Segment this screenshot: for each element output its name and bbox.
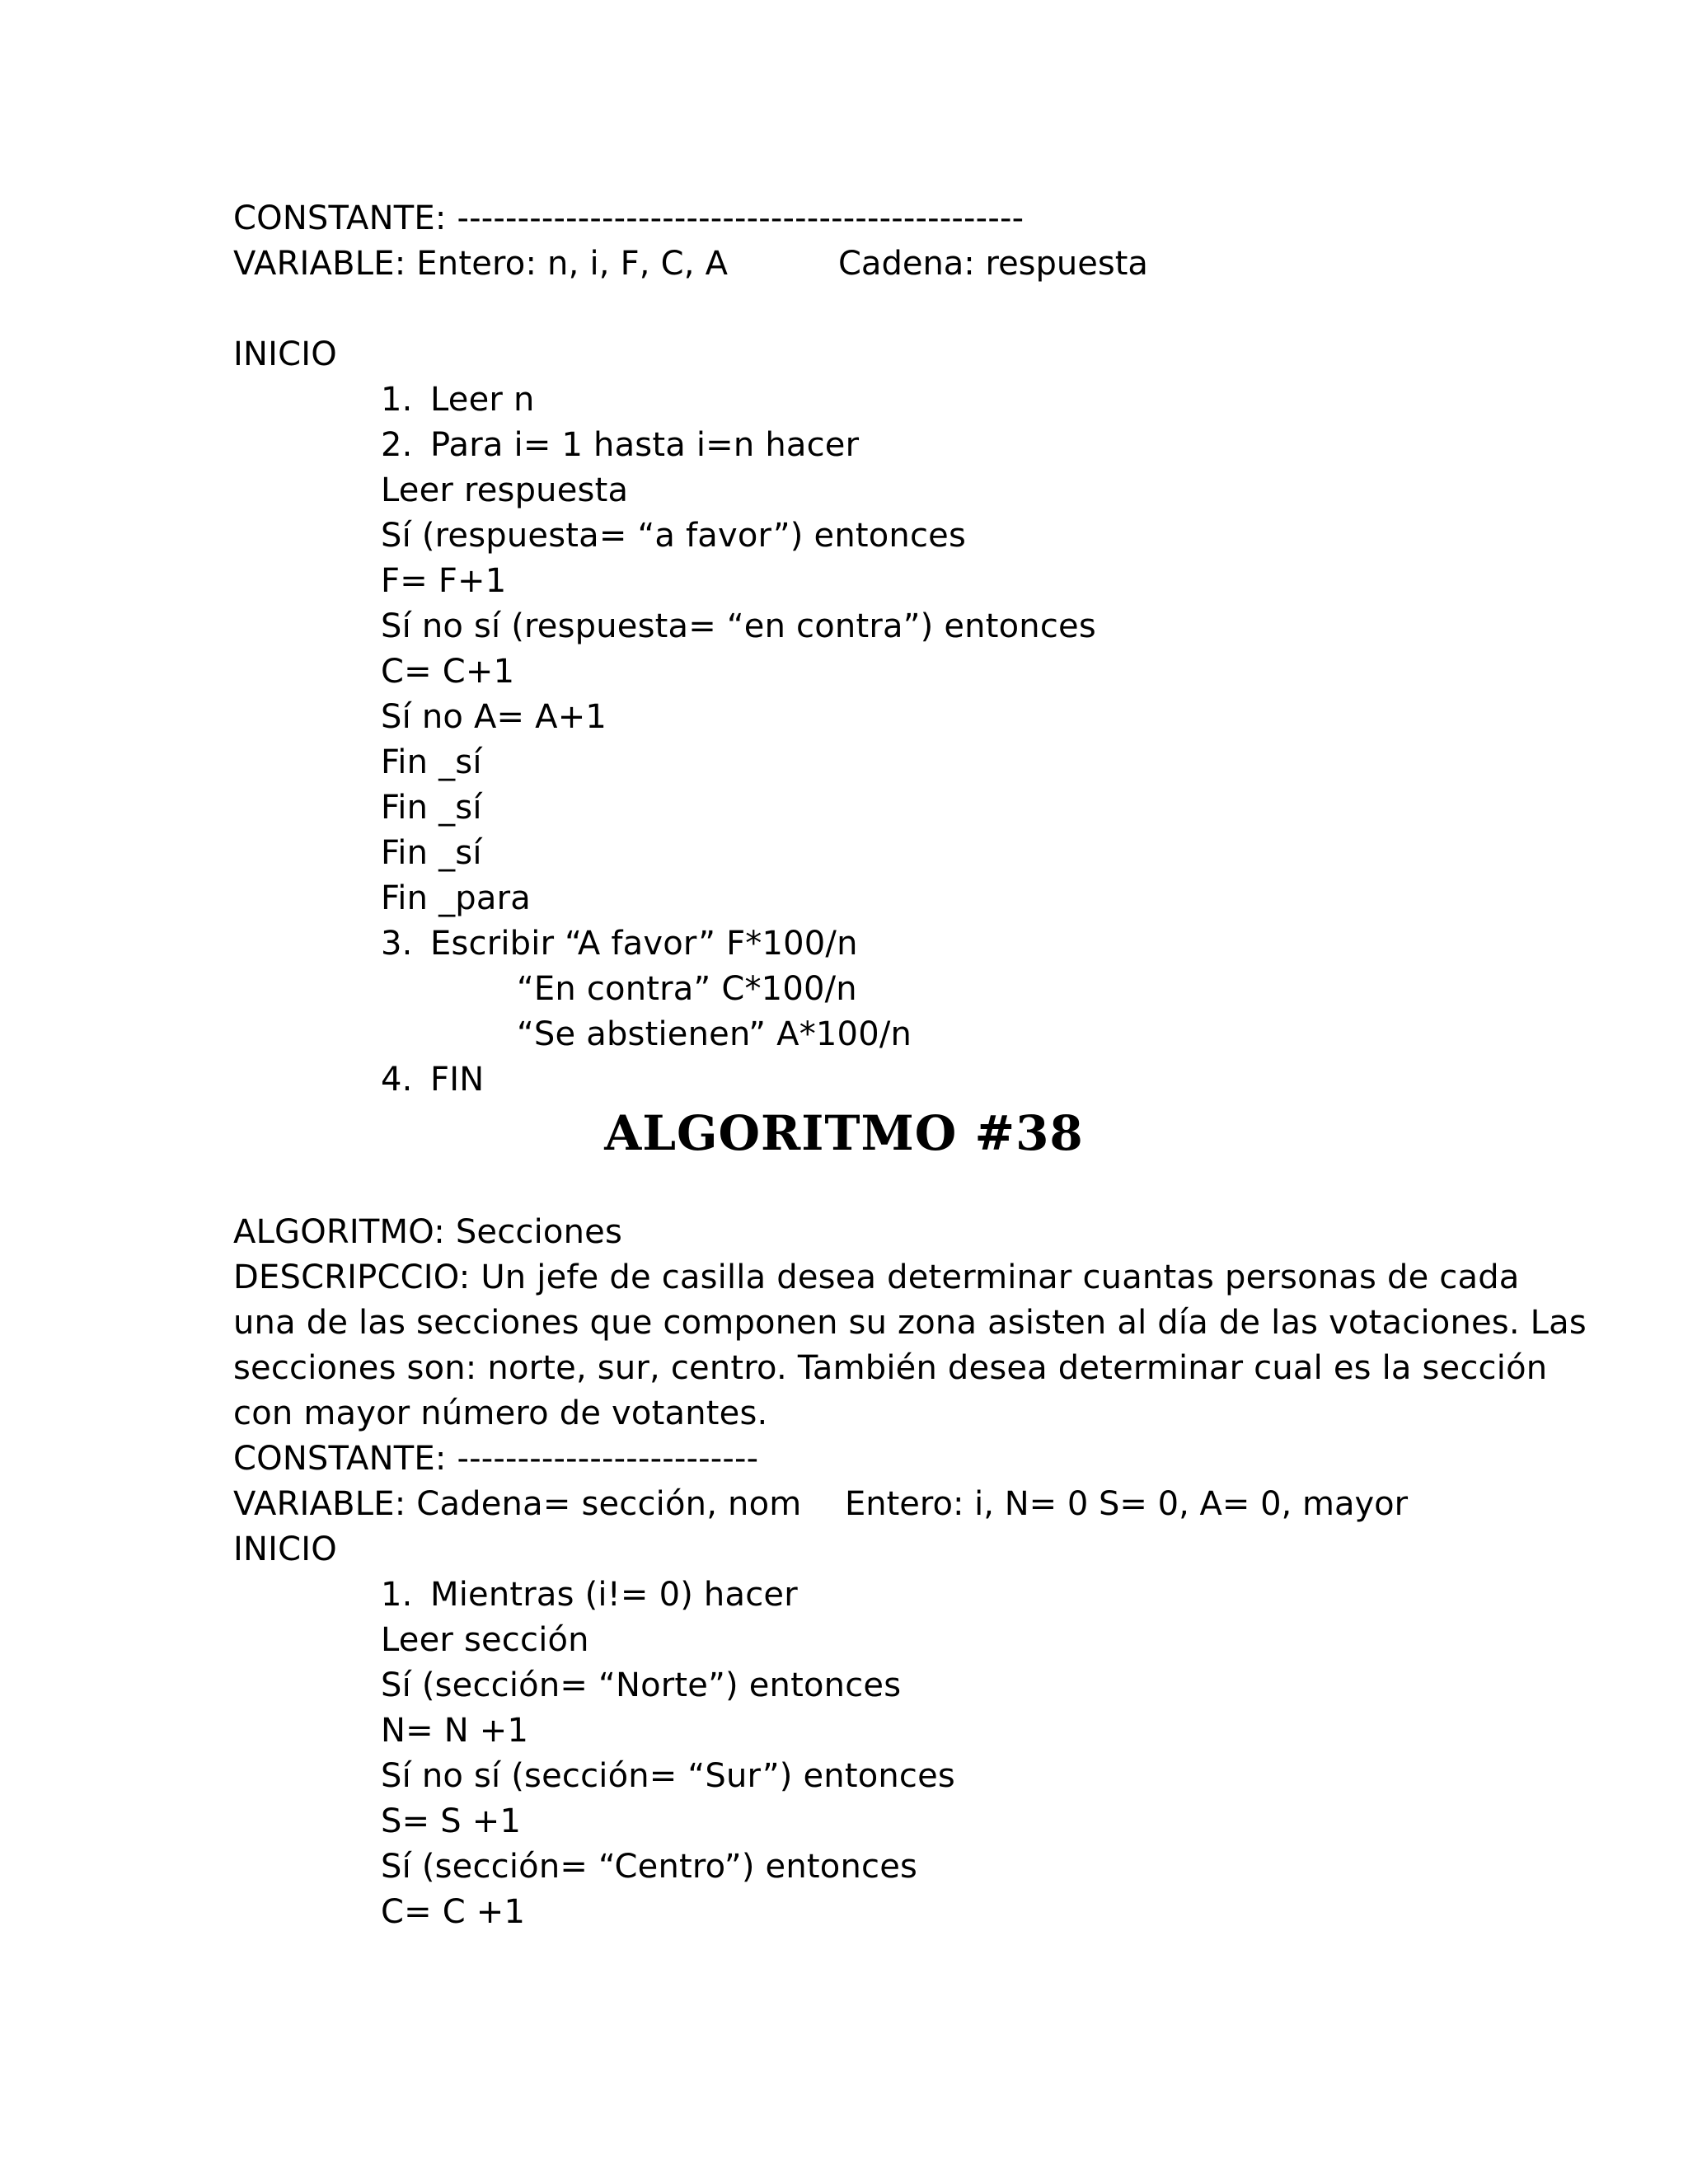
inicio-label: INICIO <box>233 335 337 373</box>
step-3 <box>381 921 858 967</box>
descripcion-line: secciones son: norte, sur, centro. También desea determinar cual es la sección <box>233 1349 1548 1387</box>
step-number: 4. <box>381 1061 413 1099</box>
step-4 <box>381 1057 484 1103</box>
section-heading: ALGORITMO #38 <box>604 1105 1084 1161</box>
step-number: 2. <box>381 426 413 464</box>
step-text: Escribir “A favor” F*100/n <box>430 925 858 963</box>
variable-line-right: Entero: i, N= 0 S= 0, A= 0, mayor <box>845 1485 1409 1523</box>
step-2 <box>381 422 859 468</box>
code-line: C= C +1 <box>381 1893 526 1931</box>
step-text: Leer n <box>430 381 535 419</box>
code-line: Sí no sí (respuesta= “en contra”) entonces <box>381 607 1096 645</box>
variable-line-left: VARIABLE: Cadena= sección, nom <box>233 1485 802 1523</box>
output-line: “Se abstienen” A*100/n <box>517 1015 912 1053</box>
step-number: 1. <box>381 1576 413 1614</box>
step-1 <box>381 377 535 423</box>
constante-line: CONSTANTE: ------------------------- <box>233 1440 759 1478</box>
code-line: S= S +1 <box>381 1802 522 1840</box>
descripcion-line: una de las secciones que componen su zona asisten al día de las votaciones. Las <box>233 1304 1587 1342</box>
code-line: Sí no A= A+1 <box>381 698 607 736</box>
variable-line-left: VARIABLE: Entero: n, i, F, C, A <box>233 245 729 283</box>
code-line: N= N +1 <box>381 1712 529 1750</box>
code-line: Fin _para <box>381 879 531 917</box>
step-text: Mientras (i!= 0) hacer <box>430 1576 798 1614</box>
step-number: 3. <box>381 925 413 963</box>
code-line: Sí (sección= “Centro”) entonces <box>381 1848 918 1886</box>
code-line: Leer respuesta <box>381 471 629 509</box>
variable-line-right: Cadena: respuesta <box>838 245 1148 283</box>
inicio-label: INICIO <box>233 1530 337 1568</box>
code-line: Fin _sí <box>381 834 482 872</box>
step-text: FIN <box>430 1061 485 1099</box>
code-line: Leer sección <box>381 1621 589 1659</box>
constante-line: CONSTANTE: ----------------------------------------------- <box>233 199 1025 237</box>
code-line: C= C+1 <box>381 653 515 691</box>
code-line: Sí (respuesta= “a favor”) entonces <box>381 517 967 555</box>
code-line: Sí no sí (sección= “Sur”) entonces <box>381 1757 955 1795</box>
algoritmo-line: ALGORITMO: Secciones <box>233 1213 623 1251</box>
step-text: Para i= 1 hasta i=n hacer <box>430 426 860 464</box>
descripcion-line: con mayor número de votantes. <box>233 1394 768 1432</box>
step-1 <box>381 1572 798 1618</box>
code-line: Sí (sección= “Norte”) entonces <box>381 1666 902 1704</box>
code-line: Fin _sí <box>381 789 482 827</box>
step-number: 1. <box>381 381 413 419</box>
descripcion-line: DESCRIPCCIO: Un jefe de casilla desea determinar cuantas personas de cada <box>233 1258 1520 1296</box>
code-line: F= F+1 <box>381 562 507 600</box>
output-line: “En contra” C*100/n <box>517 970 857 1008</box>
code-line: Fin _sí <box>381 743 482 781</box>
